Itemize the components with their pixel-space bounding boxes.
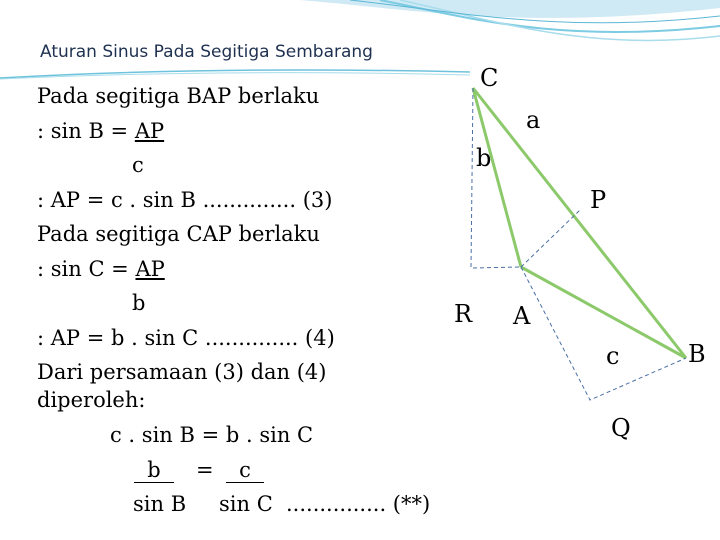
fraction-c-numerator: c: [226, 460, 264, 483]
equation-final-dots: ............... (**): [286, 492, 431, 516]
sinc-numerator: AP: [135, 257, 165, 281]
fraction-sinb-denominator: sin B: [133, 492, 187, 516]
text-line-5: Pada segitiga CAP berlaku: [37, 222, 320, 246]
equation-3: : AP = c . sin B .............. (3): [37, 188, 333, 212]
label-p-point: P: [590, 186, 607, 214]
altitude-ap: [521, 210, 580, 267]
sinc-prefix: : sin C =: [37, 257, 136, 281]
text-line-10: diperoleh:: [37, 388, 146, 412]
label-side-c: c: [606, 342, 620, 370]
side-ab: [521, 267, 686, 358]
label-q-point: Q: [611, 414, 631, 442]
side-ca: [473, 88, 686, 358]
side-cb: [473, 88, 521, 267]
label-side-a: a: [526, 106, 541, 134]
equals-sign: =: [196, 458, 214, 482]
fraction-b-numerator: b: [134, 460, 174, 483]
fraction-sinc-denominator: sin C: [219, 492, 273, 516]
sinb-numerator: AP: [134, 119, 165, 143]
equation-combined: c . sin B = b . sin C: [110, 423, 314, 447]
page-title: Aturan Sinus Pada Segitiga Sembarang: [40, 42, 373, 62]
label-r-point: R: [454, 300, 473, 328]
label-side-b: b: [476, 144, 492, 172]
equation-4: : AP = b . sin C .............. (4): [37, 326, 335, 350]
sinb-prefix: : sin B =: [37, 119, 135, 143]
text-line-1: Pada segitiga BAP berlaku: [37, 84, 320, 108]
text-line-9: Dari persamaan (3) dan (4): [37, 360, 327, 384]
sinb-denominator: c: [132, 153, 144, 177]
label-c-vertex: C: [480, 64, 499, 92]
altitude-bq: [521, 267, 686, 400]
label-a-vertex: A: [513, 302, 531, 330]
label-b-vertex: B: [688, 340, 706, 368]
sinc-denominator: b: [132, 291, 146, 315]
